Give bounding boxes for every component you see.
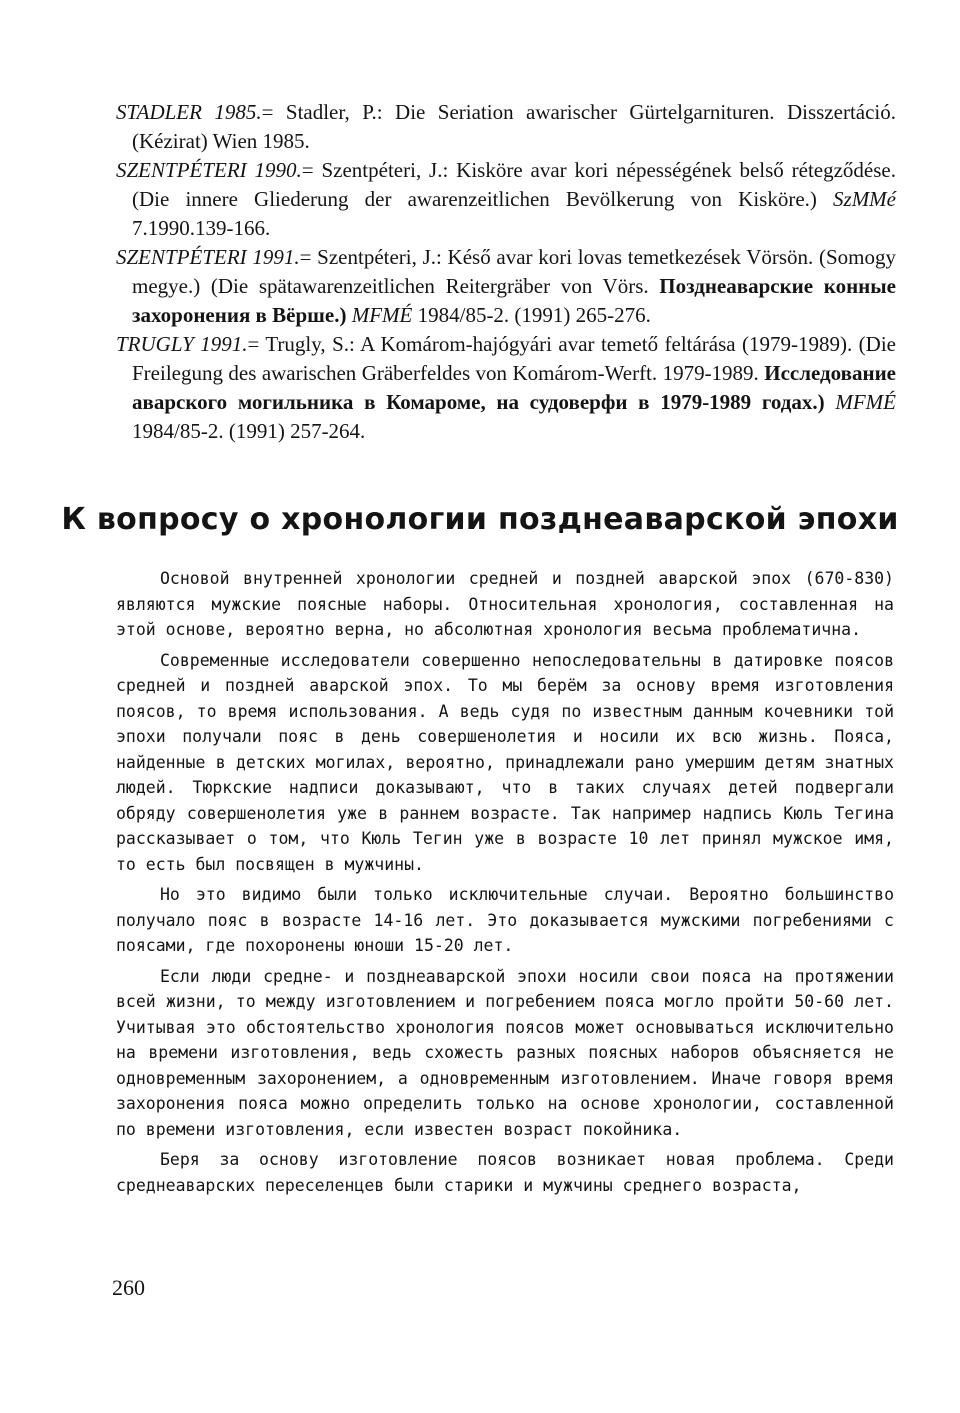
citation-text: Szentpéteri, J.: Kisköre avar kori népességének belső rétegződése. (Die innere Gliederung der awarenzeitlichen Bevölkerung von Kisköre.) (132, 158, 896, 211)
russian-title: Исследование аварского могильника в Комароме, на судоверфи в 1979-1989 годах.) (132, 361, 896, 414)
citation-text: Szentpéteri, J.: Késő avar kori lovas temetkezések Vörsön. (Somogy megye.) (Die spätawarenzeitlichen Reitergräber von Vörs. (132, 245, 896, 298)
citation-separator: = (301, 158, 322, 182)
journal-abbrev: SzMMé (833, 187, 896, 211)
citation-text: Trugly, S.: A Komárom-hajógyári avar temető feltárása (1979-1989). (Die Freilegung des awarischen Gräberfeldes von Komárom-Werft. 1979-1989. (132, 332, 897, 385)
body-paragraph: Если люди средне- и позднеаварской эпохи носили свои пояса на протяжении всей жизни, то между изготовлением и погребением пояса могло пройти 50-60 лет. Учитывая это обстоятельство хронология поясов может основываться исключительно на времени изготовления, ведь схожесть разных поясных наборов объясняется не одновременным захоронением, а одновременным изготовлением. Иначе говоря время захоронения пояса можно определить только на основе хронологии, составленной по времени изготовления, если известен возраст покойника. (116, 966, 894, 1139)
article-title: К вопросу о хронологии позднеаварской эпохи (61, 502, 899, 537)
bibliography-entry (116, 98, 896, 156)
russian-title: Позднеаварские конные захоронения в Вёрше.) (132, 274, 896, 327)
bibliography-entry (116, 156, 896, 243)
citation-separator: = (299, 245, 318, 269)
citation-tail: 1984/85-2. (1991) 265-276. (412, 303, 651, 327)
journal-abbrev: MFMÉ (346, 303, 413, 327)
body-paragraph: Беря за основу изготовление поясов возникает новая проблема. Среди среднеаварских переселенцев были старики и мужчины среднего возраста, (116, 1150, 894, 1195)
bibliography-entry (116, 330, 896, 446)
bibliography-entry (116, 243, 896, 330)
citation-tail: 1984/85-2. (1991) 257-264. (132, 419, 366, 443)
journal-abbrev: MFMÉ (824, 390, 896, 414)
citation-key: SZENTPÉTERI 1990. (116, 158, 302, 182)
page-number: 260 (112, 1275, 145, 1300)
citation-key: SZENTPÉTERI 1991. (116, 245, 300, 269)
article-body (116, 566, 894, 1203)
bibliography-list (116, 98, 896, 446)
citation-key: TRUGLY 1991. (116, 332, 248, 356)
body-paragraph: Но это видимо были только исключительные случаи. Вероятно большинство получало пояс в возрасте 14-16 лет. Это доказывается мужскими погребениями с поясами, где похоронены юноши 15-20 лет. (116, 885, 894, 955)
citation-tail: 7.1990.139-166. (132, 216, 271, 240)
body-paragraph: Современные исследователи совершенно непоследовательны в датировке поясов средней и поздней аварской эпох. То мы берём за основу время изготовления поясов, то время использования. А ведь судя по известным данным кочевники той эпохи получали пояс в день совершенолетия и носили их всю жизнь. Пояса, найденные в детских могилах, вероятно, принадлежали рано умершим детям знатных людей. Тюркские надписи доказывают, что в таких случаях детей подвергали обряду совершенолетия уже в раннем возрасте. Так например надпись Кюль Тегина рассказывает о том, что Кюль Тегин уже в возрасте 10 лет принял мужское имя, то есть был посвящен в мужчины. (116, 650, 894, 874)
citation-text: Stadler, P.: Die Seriation awarischer Gürtelgarnituren. Disszertáció. (Kézirat) Wien 1985. (132, 100, 897, 153)
citation-separator: = (261, 100, 286, 124)
citation-key: STADLER 1985. (116, 100, 262, 124)
body-paragraph: Основой внутренней хронологии средней и поздней аварской эпох (670-830) являются мужские поясные наборы. Относительная хронология, составленная на этой основе, вероятно верна, но абсолютная хронология весьма проблематична. (116, 569, 894, 639)
citation-separator: = (247, 332, 266, 356)
